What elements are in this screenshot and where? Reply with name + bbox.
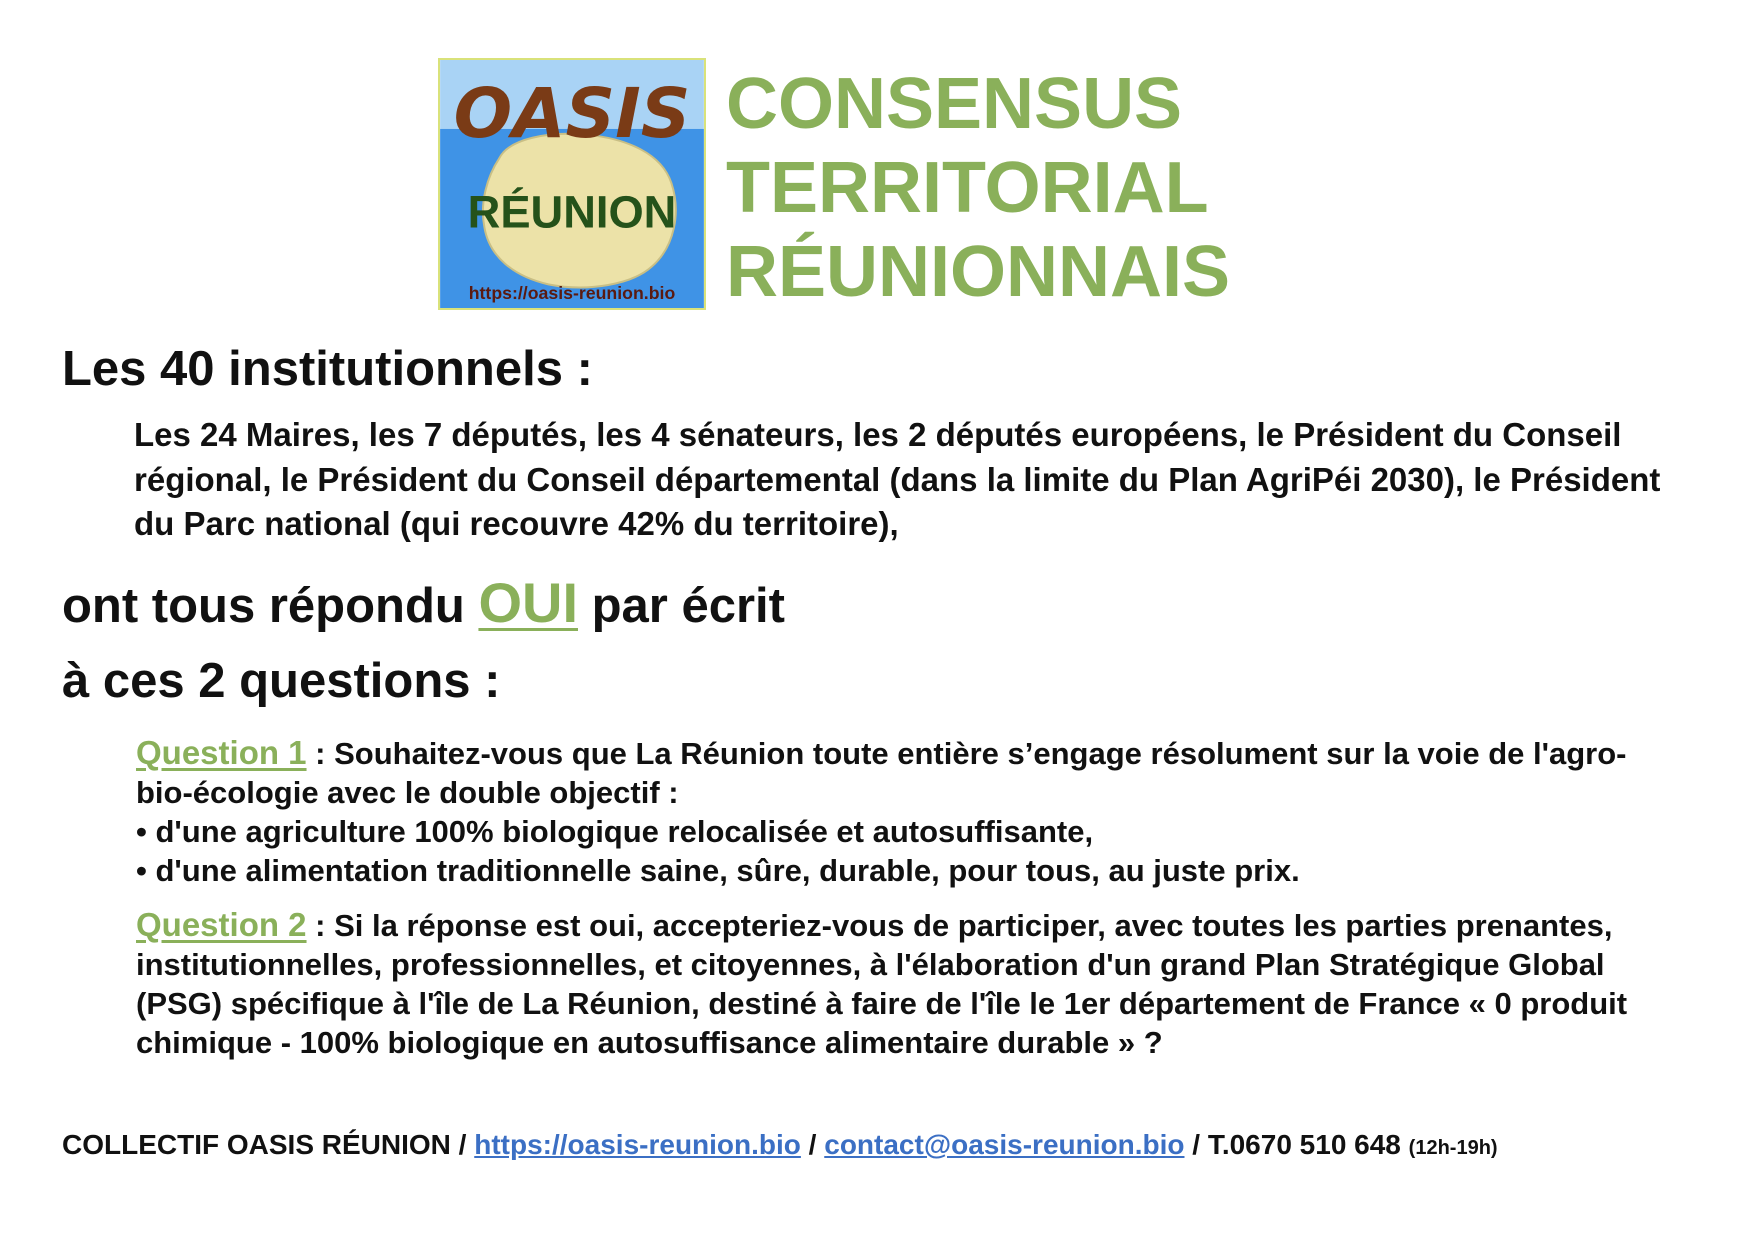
- title-line-3: RÉUNIONNAIS: [726, 232, 1231, 312]
- logo-reunion-text: RÉUNION: [467, 186, 677, 238]
- questions-heading: à ces 2 questions :: [62, 654, 501, 708]
- footer-phone: / T.0670 510 648: [1184, 1129, 1409, 1160]
- oui-highlight: OUI: [478, 571, 578, 634]
- answer-before: ont tous répondu: [62, 579, 479, 633]
- question-1-bullet: • d'une agriculture 100% biologique relocalisée et autosuffisante,: [136, 814, 1094, 849]
- answer-line: [62, 571, 785, 635]
- page-title: [726, 62, 1230, 314]
- logo-url-text: https://oasis-reunion.bio: [468, 283, 676, 304]
- title-line-1: CONSENSUS: [726, 64, 1183, 144]
- title-line-2: TERRITORIAL: [726, 148, 1209, 228]
- question-1-bullet: • d'une alimentation traditionnelle saine, sûre, durable, pour tous, au juste prix.: [136, 853, 1300, 888]
- logo-oasis-text: OASIS: [453, 73, 691, 154]
- footer-org: COLLECTIF OASIS RÉUNION /: [62, 1129, 475, 1160]
- question-1-block: [136, 733, 1676, 890]
- logo-graphic: [440, 60, 704, 308]
- question-1-text: : Souhaitez-vous que La Réunion toute entière s’engage résolument sur la voie de l'agro-bio-écologie avec le double objectif :: [136, 736, 1627, 810]
- question-1-label: Question 1: [136, 734, 307, 771]
- footer-email-link[interactable]: contact@oasis-reunion.bio: [824, 1129, 1185, 1160]
- question-2-label: Question 2: [136, 906, 307, 943]
- question-2-intro: [136, 905, 1676, 1062]
- institutionnels-heading: Les 40 institutionnels :: [62, 342, 593, 396]
- institutionnels-text: Les 24 Maires, les 7 députés, les 4 sénateurs, les 2 députés européens, le Président du Conseil régional, le Président du Conseil départemental (dans la limite du Plan AgriPéi 2030), le Président du Parc national (qui recouvre 42% du territoire),: [134, 416, 1661, 542]
- question-2-text: : Si la réponse est oui, accepteriez-vous de participer, avec toutes les parties prenantes, institutionnelles, professionnelles, et citoyennes, à l'élaboration d'un grand Plan Stratégique Global (PSG) spécifique à l'île de La Réunion, destiné à faire de l'île le 1er département de France « 0 produit chimique - 100% biologique en autosuffisance alimentaire durable » ?: [136, 908, 1628, 1060]
- question-2-block: [136, 905, 1676, 1062]
- footer-hours: (12h-19h): [1408, 1137, 1498, 1159]
- footer-website-link[interactable]: https://oasis-reunion.bio: [474, 1129, 801, 1160]
- footer-separator: /: [800, 1129, 825, 1160]
- answer-after: par écrit: [578, 579, 785, 633]
- oasis-reunion-logo: [438, 58, 706, 310]
- question-1-intro: [136, 733, 1676, 812]
- footer-contact: [62, 1127, 1498, 1166]
